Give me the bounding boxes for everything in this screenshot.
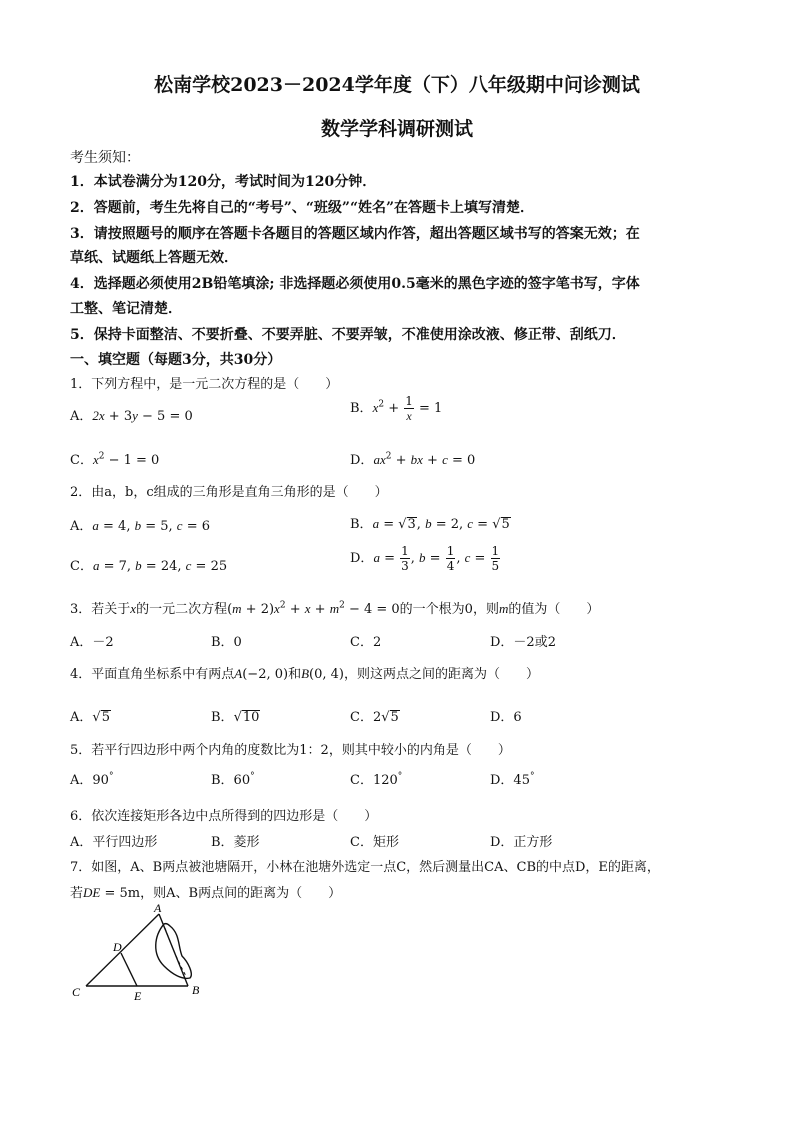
notice-heading: 考生须知： (70, 150, 140, 166)
q5-option-b: B．60° (211, 771, 255, 788)
pond-dashed-line (165, 928, 186, 976)
q4-option-d: D．6 (490, 710, 522, 725)
q4-option-b: B．√10 (211, 710, 260, 725)
q6-option-d: D．正方形 (490, 835, 553, 850)
q3-stem: 3．若关于x的一元二次方程$(m + 2)x^2 + x + m^2 - 4 = 0$的一个根为0，则m的值为（ ） (70, 600, 600, 617)
q3-option-a: A．－2 (70, 635, 114, 650)
q7-stem-line2: 若DE = 5m，则A、B两点间的距离为（ ） (70, 885, 342, 901)
notice-item-3a: 3．请按照题号的顺序在答题卡各题目的答题区域内作答，超出答题区域书写的答案无效；在 (70, 226, 640, 242)
q2-option-a: A．a = 4, b = 5, c = 6 (70, 518, 211, 534)
q5-option-d: D．45° (490, 771, 535, 788)
q5-stem: 5．若平行四边形中两个内角的度数比为1：2，则其中较小的内角是（ ） (70, 743, 511, 758)
q3-option-c: C．2 (350, 635, 382, 650)
notice-item-1: 1．本试卷满分为120分，考试时间为120分钟． (70, 174, 377, 190)
label-b: B (192, 983, 200, 997)
q1-option-a: A．2x + 3y − 5 = 0 (70, 408, 193, 424)
segment-ca (86, 914, 159, 986)
q6-option-c: C．矩形 (350, 835, 399, 850)
notice-item-4a: 4．选择题必须使用2B铅笔填涂; 非选择题必须使用0.5毫米的黑色字迹的签字笔书写，字体 (70, 276, 640, 292)
exam-subtitle: 数学学科调研测试 (320, 118, 473, 140)
notice-item-3b: 草纸、试题纸上答题无效． (70, 250, 238, 266)
q5-option-a: A．90° (70, 771, 114, 788)
q6-option-a: A．平行四边形 (70, 835, 158, 850)
q6-stem: 6．依次连接矩形各边中点所得到的四边形是（ ） (70, 809, 378, 824)
notice-item-2: 2．答题前，考生先将自己的“考号”、“班级”“姓名”在答题卡上填写清楚． (70, 200, 535, 216)
q5-option-c: C．120° (350, 771, 403, 788)
q1-option-c: C．$x^2 - 1 = 0$ (70, 451, 160, 468)
section-heading: 一、填空题（每题3分，共30分） (70, 352, 282, 368)
label-e: E (134, 989, 142, 1003)
q4-option-c: C．2√5 (350, 710, 399, 725)
q1-option-b: B．$x^2$ + $\frac{1}{x}$ = 1 (350, 394, 443, 423)
pond-triangle-figure (66, 902, 216, 1006)
segment-de (121, 953, 137, 986)
q7-stem-line1: 7．如图，A、B两点被池塘隔开，小林在池塘外选定一点C，然后测量出CA、CB的中点D，E的距离， (70, 860, 660, 875)
label-d: D (113, 940, 122, 954)
q4-option-a: A．√5 (70, 710, 110, 725)
q2-stem: 2．由a，b，c组成的三角形是直角三角形的是（ ） (70, 485, 388, 500)
q3-option-b: B．0 (211, 635, 242, 650)
q2-option-b: B．a = √3, b = 2, c = √5 (350, 516, 510, 532)
q2-option-c: C．a = 7, b = 24, c = 25 (70, 558, 228, 574)
q1-stem: 1．下列方程中，是一元二次方程的是（ ） (70, 377, 339, 392)
q3-option-d: D．－2或2 (490, 635, 556, 650)
exam-title: 松南学校2023－2024学年度（下）八年级期中问诊测试 (154, 74, 640, 96)
q4-stem: 4．平面直角坐标系中有两点A(−2, 0)和B(0, 4)，则这两点之间的距离为（ ） (70, 666, 540, 682)
notice-item-5: 5．保持卡面整洁、不要折叠、不要弄脏、不要弄皱，不准使用涂改液、修正带、刮纸刀． (70, 327, 626, 343)
q6-option-b: B．菱形 (211, 835, 260, 850)
notice-item-4b: 工整、笔记清楚． (70, 301, 182, 317)
q1-option-d: D．$ax^2$ + bx + c = 0 (350, 451, 476, 468)
q2-option-d: D．a = $\frac{1}{3}$ , b = $\frac{1}{4}$ , c = $\frac{1}{5}$ (350, 544, 500, 573)
label-c: C (72, 985, 81, 999)
label-a: A (154, 902, 162, 915)
